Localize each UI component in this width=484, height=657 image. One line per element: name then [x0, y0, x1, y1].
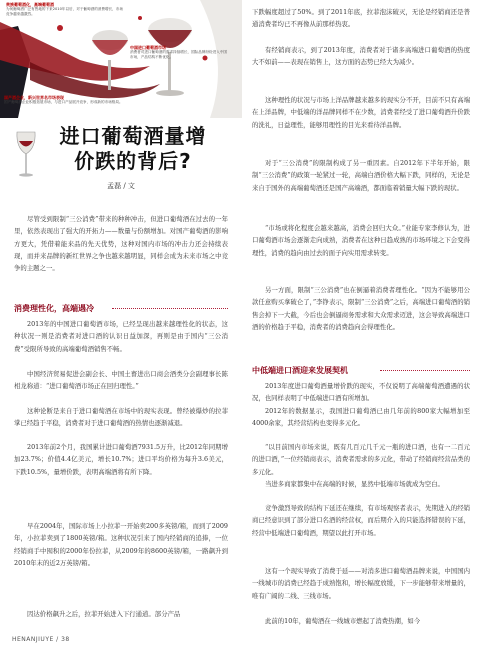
paragraph: 这种论断是来自于进口葡萄酒在市场中的现实表现。曾经被爆炒的拉菲掌已经趋于平稳，消费者对于进口葡萄酒的热情也逐渐减退。 [14, 407, 228, 428]
paragraph: 此前的10年，葡萄酒在一线城市燃起了消费热潮，如今 [265, 617, 421, 625]
paragraph: 这有一个现实导致了消费于延——对消多进口葡萄酒品牌来说，中国国内一线城市的消费已经趋于成熟饱和，增长幅度放缓，下一步能够带来增量的，唯有广阔的二线、三线市场。 [252, 567, 470, 600]
section-heading-1 [14, 303, 228, 314]
caption-2 [130, 46, 230, 59]
paragraph: 早在2004年，国际市场上小拉菲一开始卖200多英镑/箱，而到了2009年，小拉菲卖到了1800英镑/箱。这种状况引来了国内经销商的追捧，一位经销商手中囤积的2000年份拉菲，从2009年的8600英镑/箱，一路飙升到2010年末的近2万英镑/箱。 [14, 522, 228, 567]
caption-3-title: 国产酒企业，新兴世界名市场表现 [4, 95, 64, 100]
paragraph: 这种理性的状况与市场上洋品牌越来越多的现实分不开，目前不只有高端在上洋品牌，中低端的洋品牌同样不在少数，消费者经受了进口葡萄酒升价跌的洗礼，日益理性，能够用理性的目光来看待洋品牌。 [252, 96, 470, 129]
caption-1-text: 为何葡萄酒广泛有售地的下来2010年以后，对于葡萄酒的消费增长，市场竞争越来越激烈。 [6, 7, 123, 16]
paragraph: 对于“三公消费”的限制构成了另一重因素。自2012年下半年开始，限制“三公消费”的政策一轮紧过一轮，高端白酒价格大幅下跌，同样的，无论是来自于国外的高端葡萄酒还是国产高端酒，都面临着销量大幅下跌的现状。 [252, 159, 470, 192]
intro-paragraph: 尽管受到限制“三公消费”带来的种种冲击，但进口葡萄酒在过去的一年里，依然表现出了强大的开拓力——数量与份额增加。对国产葡萄酒的影响方更大，凭借着能来品的先天优势，这种对国内市场的冲击力还会持续表现，而并来品牌的新红世界之争也越来越明显，同样会成为未来市场之中竞争的主题之一。 [14, 215, 228, 273]
caption-3-text: 国产葡萄酒企业积极拓展市场，与进口产品展开竞争，形成新的市场格局。 [4, 100, 123, 105]
caption-2-title: 中国进口葡萄酒市场 [130, 45, 166, 50]
caption-1 [6, 3, 126, 16]
caption-3 [4, 96, 134, 105]
paragraph: 2013年前2个月，我国累计进口葡萄酒7931.5万升，比2012年同期增加23.7%；价值4.4亿美元，增长10.7%；进口平均价格为每升3.6美元，下跌10.5%，量增价跌，表明高端酒将有所下降。 [14, 443, 228, 476]
paragraph: 2013年度进口葡萄酒量增价跌的现实，不仅说明了高端葡萄酒遭遇的状况，也同样表明了中低端进口酒有所增加。 [252, 382, 470, 403]
paragraph: 有经销商表示，到了2013年度，消费者对于诸多高端进口葡萄酒的热度大不如前——表现在销售上，这方面的态势已经大为减少。 [252, 46, 470, 67]
paragraph: “市场或将化程度会越来越高，消费会回归大众。”业能专家李修认为，进口葡萄酒市场会逐渐走向成熟，消费者在这种日趋成熟的市场环境之下会变得理性，消费的趋向由过去的面子向实用需求转变。 [252, 224, 470, 257]
title-line-1: 进口葡萄酒量增 [59, 124, 207, 148]
section-heading-1-text: 消费理性化，高端遇冷 [14, 304, 94, 313]
article-title [38, 124, 228, 174]
section-rule [380, 370, 470, 371]
section-rule [112, 308, 228, 309]
paragraph: 中国经济贸易促进会副会长、中国土畜进出口商会酒类分会副理事长陈相龙称道：“进口葡萄酒市场正在回归理性。” [14, 370, 228, 391]
paragraph: 2012年的数据显示，我国进口葡萄酒已由几年前的800家大幅增加至4000余家，其经营结构也变得多元化。 [252, 407, 470, 428]
header-collage [0, 0, 242, 118]
title-line-2: 价跌的背后? [74, 149, 192, 173]
paragraph: 另一方面，限制“三公消费”也在倒逼着消费者理性化。“因为不能够用公款任意购买拿破仑了，”李铮表示，限制“三公消费”之后，高端进口葡萄酒的销售会掉下一大截，今后也会倒逼商务需求和大众需求迈进，这会导致高端进口酒的价格趋于平稳，消费者的消费趋向会得理性化。 [252, 286, 470, 331]
caption-1-title: 贵族葡萄酒化，高端葡萄酒 [6, 2, 54, 7]
paragraph: “以目前国内市场来说，既有几百元几千元一瓶的进口酒，也有一二百元的进口酒，”一位经销商表示，消费者需求的多元化，带动了经销商经营品类的多元化。 [252, 443, 470, 476]
paragraph: 当进多商家都集中在高端的时候，显然中低端市场就成为空白。 [265, 480, 444, 488]
article-author: 孟磊 / 文 [107, 182, 135, 190]
paragraph: 因达价格飙升之后，拉菲开始进入下行通道。部分产品 [27, 610, 181, 618]
paragraph: 2013年的中国进口葡萄酒市场，已经呈现出越来越理性化的状态，这种状况一则是消费者对进口酒的认识日益加深，再则是由于国内“三公消费”受限所导致的高端葡萄酒销售不畅。 [14, 320, 228, 353]
wine-glass-icon [14, 130, 38, 182]
paragraph: 下跌幅度超过了50%。到了2011年底，拉菲泡沫破灭，无论是经销商还是普通消费者均已不再像从前那样热衷。 [252, 8, 470, 29]
caption-2-text: 消费者对进口葡萄酒的需求持续增长，国际品牌纷纷进入中国市场，产品结构不断优化。 [130, 50, 228, 59]
paragraph: 竞争激烈导致的结构下延还在继续，有市场观察者表示，先期进入的经销商已经意识到了部分进口名酒的经营权，而后期介入的只能选择错误的下延，经营中低端进口葡萄酒，期望以此打开市场。 [252, 504, 470, 537]
page-footer: HENANJIUYE / 38 [12, 636, 70, 643]
section-heading-2-text: 中低端进口酒迎来发展契机 [252, 366, 348, 375]
section-heading-2 [252, 365, 470, 376]
